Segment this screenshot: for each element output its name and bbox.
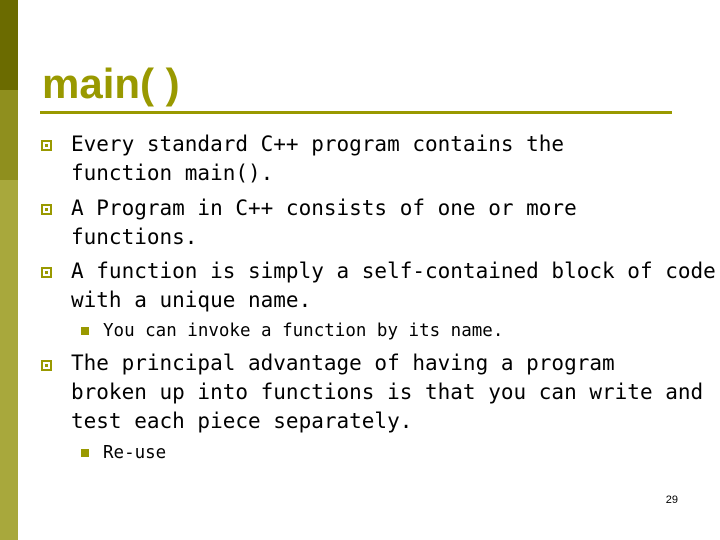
bullet-text-line: test each piece separately. [71, 409, 413, 433]
slide-title: main( ) [42, 60, 180, 107]
bullet-text-line: functions. [71, 225, 198, 249]
hollow-square-bullet-icon [41, 267, 52, 278]
filled-square-bullet-icon [81, 327, 89, 335]
sub-bullet-text-line: Re-use [103, 443, 167, 463]
filled-square-bullet-icon [81, 449, 89, 457]
bullet-text-line: A function is simply a self-contained block of code [71, 259, 716, 283]
bullet-text-line: The principal advantage of having a program [71, 351, 615, 375]
sub-bullet-text-line: You can invoke a function by its name. [103, 321, 504, 341]
hollow-square-bullet-icon [41, 140, 52, 151]
bullet-text-line: Every standard C++ program contains the [71, 132, 565, 156]
bullet-text-line: A Program in C++ consists of one or more [71, 196, 577, 220]
bullet-text-line: with a unique name. [71, 288, 312, 312]
hollow-square-bullet-icon [41, 360, 52, 371]
bullet-text-line: broken up into functions is that you can write and [71, 380, 704, 404]
page-number: 29 [665, 494, 678, 506]
bullet-text-line: function main(). [71, 161, 274, 185]
hollow-square-bullet-icon [41, 204, 52, 215]
